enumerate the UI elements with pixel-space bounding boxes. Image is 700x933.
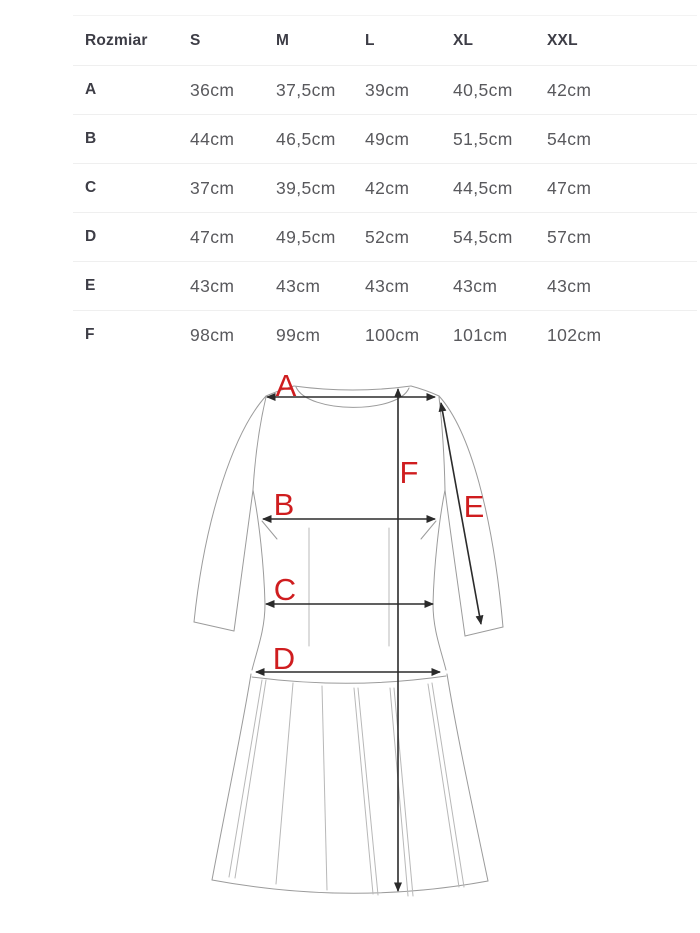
left-sleeve-outer — [194, 396, 266, 622]
table-cell: 98cm — [190, 310, 276, 359]
table-cell: 51,5cm — [453, 114, 547, 163]
column-header-m: M — [276, 31, 290, 49]
waist-seam — [252, 676, 446, 683]
table-cell: 102cm — [547, 310, 697, 359]
pleat-line — [235, 680, 266, 878]
right-shoulder-seam — [411, 386, 439, 396]
pleat-line — [432, 683, 464, 887]
diagram-label-e: E — [463, 489, 485, 524]
table-cell: 39,5cm — [276, 163, 365, 212]
column-header-rozmiar: Rozmiar — [85, 31, 148, 49]
pleat-line — [394, 688, 413, 896]
table-cell: 42cm — [365, 163, 453, 212]
diagram-label-f: F — [399, 455, 419, 490]
table-cell: 57cm — [547, 212, 697, 261]
table-cell: 47cm — [190, 212, 276, 261]
measurement-arrows — [256, 389, 481, 891]
table-cell: 46,5cm — [276, 114, 365, 163]
table-cell: 43cm — [547, 261, 697, 310]
pleat-line — [390, 688, 408, 896]
table-cell: 49,5cm — [276, 212, 365, 261]
pleat-line — [358, 688, 378, 895]
diagram-label-b: B — [273, 487, 295, 522]
diagram-label-c: C — [273, 572, 297, 607]
skirt-hem — [212, 880, 488, 893]
column-header-l: L — [365, 31, 375, 49]
table-cell: 47cm — [547, 163, 697, 212]
column-header-xl: XL — [453, 31, 474, 49]
pleat-line — [276, 683, 293, 884]
table-cell: 44cm — [190, 114, 276, 163]
left-sleeve-inner — [234, 490, 253, 631]
size-chart-diagram — [185, 368, 515, 933]
table-cell: 39cm — [365, 65, 453, 114]
table-cell: 99cm — [276, 310, 365, 359]
diagram-label-a: A — [275, 368, 297, 403]
table-cell: 43cm — [365, 261, 453, 310]
skirt-left-side — [212, 674, 251, 880]
column-header-s: S — [190, 31, 201, 49]
table-cell: 100cm — [365, 310, 453, 359]
right-cuff — [465, 627, 503, 636]
diagram-label-d: D — [272, 641, 296, 676]
table-cell: 37,5cm — [276, 65, 365, 114]
table-cell: 36cm — [190, 65, 276, 114]
column-header-xxl: XXL — [547, 31, 578, 49]
size-table — [73, 15, 697, 359]
row-label-a: A — [73, 65, 190, 114]
table-cell: 40,5cm — [453, 65, 547, 114]
row-label-b: B — [73, 114, 190, 163]
table-cell: 37cm — [190, 163, 276, 212]
table-cell: 54,5cm — [453, 212, 547, 261]
table-cell: 43cm — [190, 261, 276, 310]
row-label-c: C — [73, 163, 190, 212]
table-cell: 52cm — [365, 212, 453, 261]
left-underarm-seam — [262, 521, 277, 539]
table-cell: 42cm — [547, 65, 697, 114]
back-neckline — [294, 386, 411, 390]
right-sleeve-inner — [445, 490, 465, 636]
bodice-left-side — [252, 490, 265, 670]
table-cell: 101cm — [453, 310, 547, 359]
table-cell: 44,5cm — [453, 163, 547, 212]
table-cell: 43cm — [453, 261, 547, 310]
left-cuff — [194, 622, 234, 631]
table-cell: 49cm — [365, 114, 453, 163]
dress-outline — [194, 386, 503, 893]
table-cell: 54cm — [547, 114, 697, 163]
row-label-e: E — [73, 261, 190, 310]
table-cell: 43cm — [276, 261, 365, 310]
bodice-right-side — [433, 490, 446, 670]
pleat-line — [354, 688, 373, 894]
right-underarm-seam — [421, 521, 436, 539]
pleat-line — [229, 680, 262, 877]
row-label-d: D — [73, 212, 190, 261]
pleat-line — [322, 686, 327, 890]
row-label-f: F — [73, 310, 190, 359]
